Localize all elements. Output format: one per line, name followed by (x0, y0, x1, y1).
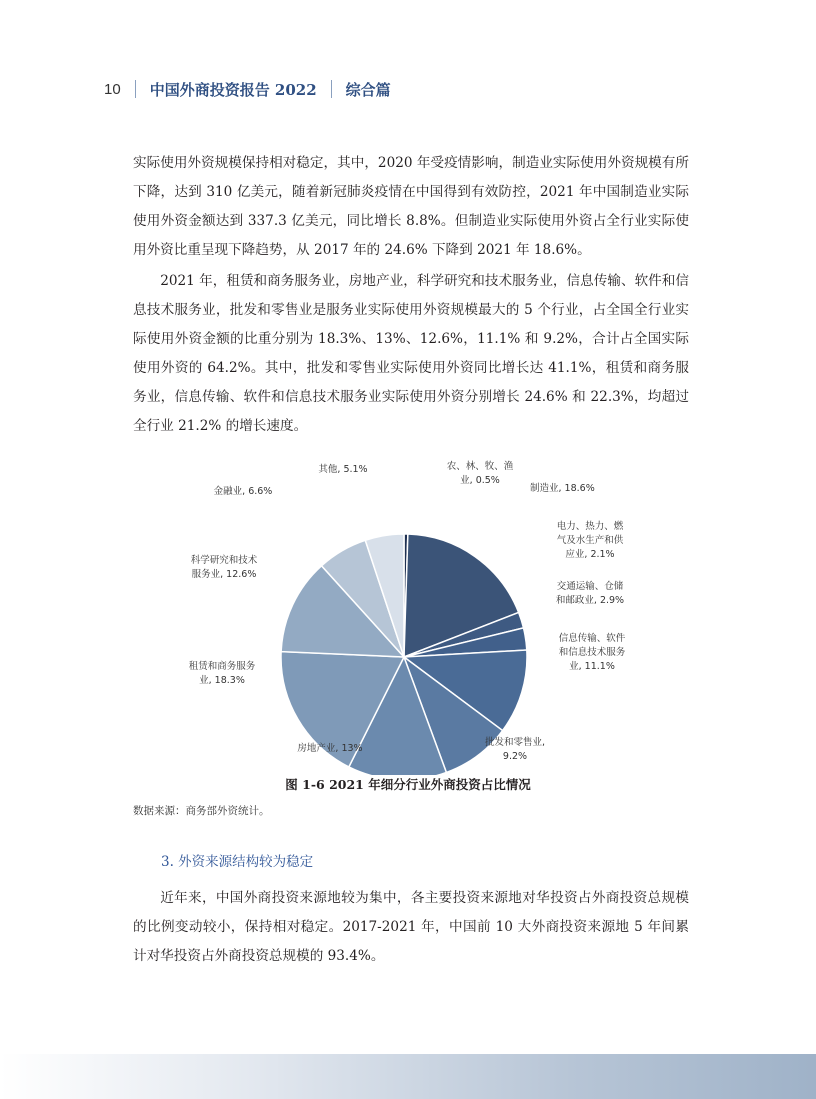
pie-slice-label: 信息传输、软件和信息技术服务业, 11.1% (558, 633, 626, 672)
pie-slice-label: 金融业, 6.6% (213, 486, 273, 497)
pie-slice-label: 批发和零售业, 9.2% (484, 737, 546, 762)
pie-slice-label: 农、林、牧、渔业, 0.5% (446, 461, 514, 486)
data-source-note: 数据来源：商务部外资统计。 (133, 805, 270, 817)
figure-caption: 图 1-6 2021 年细分行业外商投资占比情况 (285, 777, 531, 792)
header-divider (331, 80, 332, 98)
section-name: 综合篇 (345, 80, 391, 99)
pie-chart (160, 455, 660, 775)
pie-slice-label: 房地产业, 13% (297, 743, 363, 754)
pie-slice-label: 租赁和商务服务业, 18.3% (188, 661, 256, 686)
page-header (104, 76, 391, 102)
footer-gradient-band (0, 1054, 816, 1099)
report-title: 中国外商投资报告 2022 (149, 80, 317, 99)
pie-slice-label: 科学研究和技术服务业, 12.6% (190, 555, 258, 580)
pie-slice-label: 制造业, 18.6% (530, 483, 595, 494)
paragraph-manufacturing: 实际使用外资规模保持相对稳定，其中，2020 年受疫情影响，制造业实际使用外资规模有所下降，达到 310 亿美元，随着新冠肺炎疫情在中国得到有效防控，2021 年中国制造业实际使用外资金额达到 337.3 亿美元，同比增长 8.8%。但制造业实际使用外资占全行业实际使用外资比重呈现下降趋势，从 2017 年的 24.6% 下降到 2021 年 18.6%。 (133, 155, 689, 258)
page-number: 10 (104, 80, 121, 98)
header-divider (135, 80, 136, 98)
paragraph-investment-sources: 近年来，中国外商投资来源地较为集中，各主要投资来源地对华投资占外商投资总规模的比例变动较小，保持相对稳定。2017-2021 年，中国前 10 大外商投资来源地 5 年间累计对华投资占外商投资总规模的 93.4%。 (133, 890, 689, 964)
pie-slice-label: 交通运输、仓储和邮政业, 2.9% (555, 581, 625, 606)
paragraph-services: 2021 年，租赁和商务服务业，房地产业，科学研究和技术服务业，信息传输、软件和信息技术服务业，批发和零售业是服务业实际使用外资规模最大的 5 个行业，占全国全行业实际使用外资金额的比重分别为 18.3%、13%、12.6%，11.1% 和 9.2%，合计占全国实际使用外资的 64.2%。其中，批发和零售业实际使用外资同比增长达 41.1%，租赁和商务服务业，信息传输、软件和信息技术服务业实际使用外资分别增长 24.6% 和 22.3%，均超过全行业 21.2% 的增长速度。 (133, 273, 689, 434)
pie-slice-label: 其他, 5.1% (318, 464, 368, 475)
pie-slice-label: 电力、热力、燃气及水生产和供应业, 2.1% (556, 521, 624, 560)
section-subheading: 3. 外资来源结构较为稳定 (161, 854, 314, 870)
